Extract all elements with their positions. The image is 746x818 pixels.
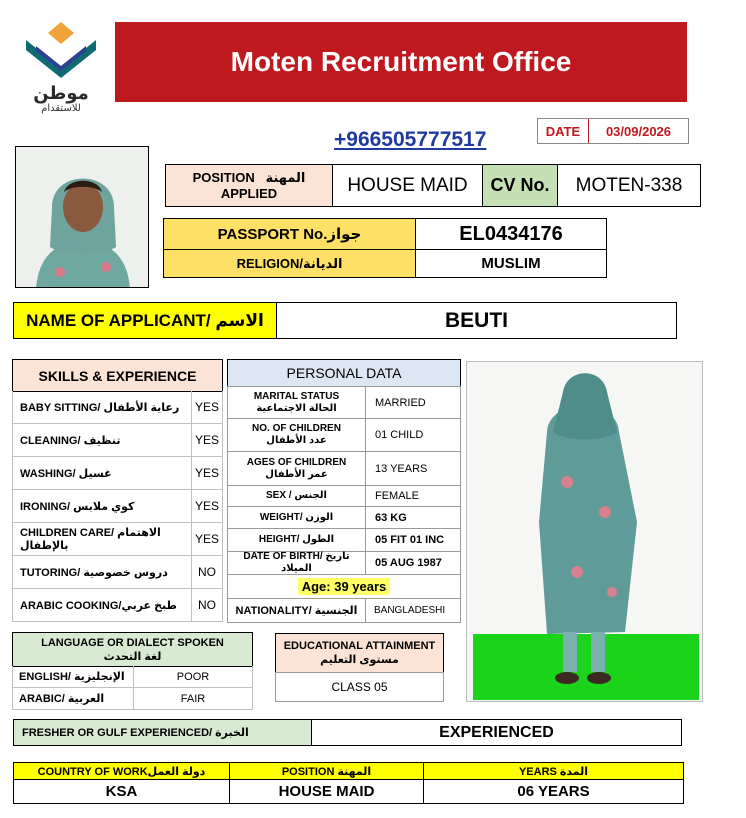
- skill-label: CHILDREN CARE/ الاهتمام بالإطفال: [13, 523, 192, 555]
- personal-row: [227, 386, 461, 419]
- nationality-label: NATIONALITY/ الجنسية: [228, 599, 366, 622]
- position-value: HOUSE MAID: [332, 164, 483, 207]
- full-body-person-icon: [467, 362, 703, 702]
- passport-value: EL0434176: [415, 218, 607, 250]
- position-label-cell: [165, 164, 333, 207]
- personal-label: [228, 452, 366, 485]
- title-banner: [115, 22, 687, 102]
- logo-chevron-icon: [22, 18, 100, 80]
- personal-value: 05 FIT 01 INC: [375, 534, 445, 546]
- language-header-ar: لغة التحدث: [103, 650, 162, 663]
- personal-value: 13 YEARS: [375, 462, 428, 475]
- cv-label: CV No.: [482, 164, 558, 207]
- skill-value: YES: [194, 433, 219, 447]
- skill-value: YES: [194, 466, 219, 480]
- religion-value: MUSLIM: [415, 249, 607, 278]
- personal-label-en: AGES OF CHILDREN: [246, 456, 347, 468]
- language-header: [12, 632, 253, 667]
- language-row: [12, 688, 253, 710]
- religion-label: RELIGION/الديانة: [163, 249, 416, 278]
- skill-row: [12, 457, 223, 490]
- experience-label: FRESHER OR GULF EXPERIENCED/ الخبرة: [13, 719, 312, 746]
- personal-value: 05 AUG 1987: [375, 557, 442, 569]
- personal-row: [227, 529, 461, 552]
- date-box: [537, 118, 689, 144]
- skill-label: ARABIC COOKING/طبخ عربي: [13, 589, 192, 621]
- personal-data-header: PERSONAL DATA: [227, 359, 461, 387]
- personal-label-ar: الحالة الاجتماعية: [256, 402, 337, 414]
- personal-label-ar: عمر الأطفال: [265, 468, 328, 480]
- personal-row: [227, 452, 461, 486]
- education-header-ar: مستوى التعليم: [320, 654, 399, 666]
- skill-label: TUTORING/ دروس خصوصية: [13, 556, 192, 588]
- personal-label-en: DATE OF BIRTH/ تاريخ الميلاد: [243, 551, 350, 574]
- skill-row: [12, 490, 223, 523]
- personal-label-ar: عدد الأطفال: [266, 435, 327, 446]
- cv-value: MOTEN-338: [557, 164, 701, 207]
- skill-value: YES: [194, 400, 219, 414]
- work-position-header: POSITION المهنة: [229, 762, 424, 780]
- language-row: [12, 666, 253, 688]
- experience-value: EXPERIENCED: [311, 719, 682, 746]
- skill-label: WASHING/ غسيل: [13, 457, 192, 489]
- logo-arabic-sub: للاستقدام: [41, 103, 81, 114]
- personal-label: [228, 529, 366, 551]
- language-label: ARABIC/ العربية: [13, 688, 134, 709]
- portrait-person-icon: [16, 147, 149, 288]
- nationality-value: BANGLADESHI: [374, 605, 446, 616]
- personal-label: [228, 552, 366, 574]
- language-value: POOR: [176, 670, 210, 683]
- applicant-name-value: BEUTI: [276, 302, 677, 339]
- skill-label: CLEANING/ تنظيف: [13, 424, 192, 456]
- passport-label: PASSPORT No.جواز: [163, 218, 416, 250]
- personal-label-en: NO. OF CHILDREN: [252, 423, 341, 434]
- personal-value: MARRIED: [375, 396, 426, 409]
- education-header: [275, 633, 444, 673]
- personal-value: FEMALE: [375, 490, 420, 502]
- language-header-en: LANGUAGE OR DIALECT SPOKEN: [41, 636, 224, 649]
- work-country-header: COUNTRY OF WORKدولة العمل: [13, 762, 230, 780]
- personal-row: [227, 486, 461, 507]
- skill-value: YES: [194, 532, 219, 546]
- skills-table: [12, 391, 223, 622]
- nationality-row: [227, 599, 461, 623]
- personal-label-en: WEIGHT/ الوزن: [259, 511, 334, 523]
- date-label: DATE: [538, 119, 589, 143]
- date-value: 03/09/2026: [605, 123, 672, 139]
- personal-row: [227, 507, 461, 529]
- personal-label: [228, 387, 366, 418]
- personal-label: [228, 419, 366, 451]
- personal-row: [227, 419, 461, 452]
- personal-label-en: MARITAL STATUS: [253, 390, 340, 402]
- skill-row: [12, 424, 223, 457]
- skill-value: NO: [198, 565, 216, 579]
- personal-value: 63 KG: [375, 511, 407, 524]
- personal-row: [227, 552, 461, 575]
- education-header-en: EDUCATIONAL ATTAINMENT: [283, 640, 436, 652]
- skill-value: NO: [198, 598, 216, 612]
- personal-label-en: HEIGHT/ الطول: [258, 534, 335, 545]
- work-years-value: 06 YEARS: [423, 779, 684, 804]
- personal-value: 01 CHILD: [375, 429, 424, 441]
- personal-label-en: SEX / الجنس: [266, 490, 327, 501]
- personal-label: [228, 507, 366, 528]
- age-value: Age: 39 years: [298, 578, 391, 595]
- age-row: [227, 575, 461, 599]
- skill-value: YES: [194, 499, 219, 513]
- skill-label: BABY SITTING/ رعاية الأطفال: [13, 391, 192, 423]
- work-position-value: HOUSE MAID: [229, 779, 424, 804]
- skill-label: IRONING/ كوي ملابس: [13, 490, 192, 522]
- position-label-en: POSITION: [192, 169, 255, 185]
- applicant-portrait-photo: [15, 146, 149, 288]
- phone-number[interactable]: +966505777517: [334, 128, 487, 151]
- language-label: ENGLISH/ الإنجليزية: [13, 666, 134, 687]
- logo-arabic-name: موطن: [33, 83, 89, 104]
- skill-row: [12, 589, 223, 622]
- work-years-header: YEARS المدة: [423, 762, 684, 780]
- position-label-ar: المهنة: [265, 169, 306, 185]
- skills-header: SKILLS & EXPERIENCE: [12, 359, 223, 392]
- skill-row: [12, 556, 223, 589]
- applicant-full-photo: [466, 361, 703, 702]
- skill-row: [12, 523, 223, 556]
- applicant-name-label: NAME OF APPLICANT/ الاسم: [13, 302, 277, 339]
- company-logo: [22, 18, 100, 114]
- education-value: CLASS 05: [275, 672, 444, 702]
- work-country-value: KSA: [13, 779, 230, 804]
- personal-data-table: [227, 386, 461, 623]
- language-table: [12, 666, 253, 710]
- personal-label: [228, 486, 366, 506]
- skill-row: [12, 391, 223, 424]
- position-label-en2: APPLIED: [220, 185, 278, 201]
- page-title: Moten Recruitment Office: [230, 46, 572, 77]
- language-value: FAIR: [180, 692, 206, 705]
